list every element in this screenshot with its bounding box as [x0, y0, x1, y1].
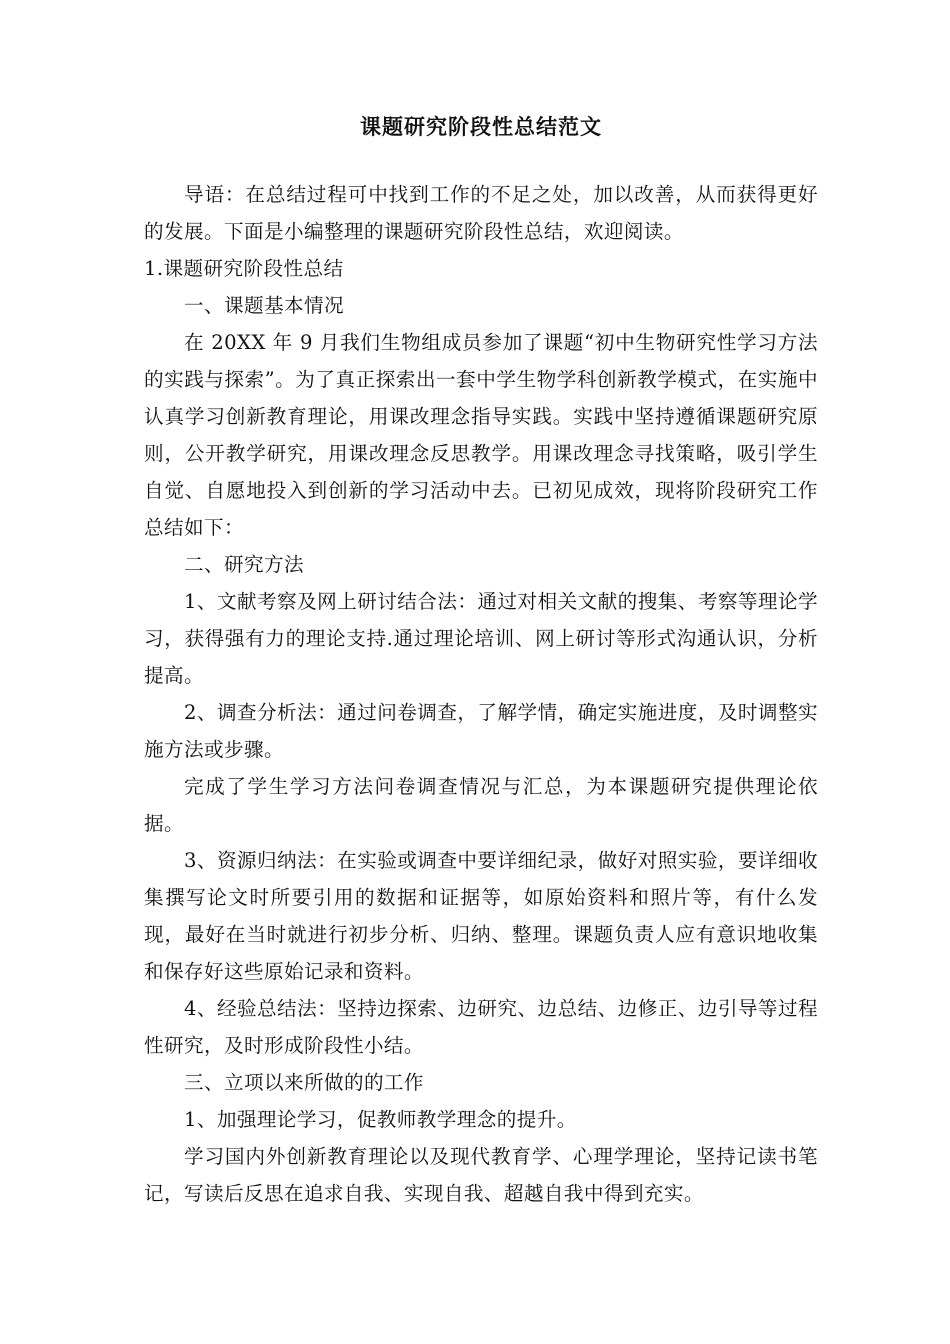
- subsection-heading-methods: 二、研究方法: [184, 553, 304, 576]
- subsection-heading-work-done: 三、立项以来所做的的工作: [184, 1071, 424, 1094]
- paragraph-method-2-detail: 完成了学生学习方法问卷调查情况与汇总，为本课题研究提供理论依据。: [144, 775, 818, 835]
- document-body: [144, 176, 818, 1212]
- paragraph-intro: 导语：在总结过程可中找到工作的不足之处，加以改善，从而获得更好的发展。下面是小编整理的课题研究阶段性总结，欢迎阅读。: [144, 183, 818, 243]
- paragraph-method-2: 2、调查分析法：通过问卷调查，了解学情，确定实施进度，及时调整实施方法或步骤。: [144, 701, 818, 761]
- paragraph-work-1-detail: 学习国内外创新教育理论以及现代教育学、心理学理论，坚持记读书笔记，写读后反思在追求自我、实现自我、超越自我中得到充实。: [144, 1145, 818, 1205]
- subsection-heading-basic-info: 一、课题基本情况: [184, 294, 344, 317]
- paragraph-work-1: 1、加强理论学习，促教师教学理念的提升。: [184, 1108, 577, 1131]
- document-title: 课题研究阶段性总结范文: [360, 114, 602, 139]
- paragraph-method-3: 3、资源归纳法：在实验或调查中要详细纪录，做好对照实验，要详细收集撰写论文时所要引用的数据和证据等，如原始资料和照片等，有什么发现，最好在当时就进行初步分析、归纳、整理。课题负责人应有意识地收集和保存好这些原始记录和资料。: [144, 849, 818, 983]
- paragraph-method-4: 4、经验总结法：坚持边探索、边研究、边总结、边修正、边引导等过程性研究，及时形成阶段性小结。: [144, 997, 818, 1057]
- section-heading-1: 1.课题研究阶段性总结: [144, 257, 344, 280]
- paragraph-method-1: 1、文献考察及网上研讨结合法：通过对相关文献的搜集、考察等理论学习，获得强有力的理论支持.通过理论培训、网上研讨等形式沟通认识，分析提高。: [144, 590, 818, 687]
- paragraph-basic-info: 在 20XX 年 9 月我们生物组成员参加了课题“初中生物研究性学习方法的实践与探索”。为了真正探索出一套中学生物学科创新教学模式，在实施中认真学习创新教育理论，用课改理念指导实践。实践中坚持遵循课题研究原则，公开教学研究，用课改理念反思教学。用课改理念寻找策略，吸引学生自觉、自愿地投入到创新的学习活动中去。已初见成效，现将阶段研究工作总结如下：: [144, 331, 818, 539]
